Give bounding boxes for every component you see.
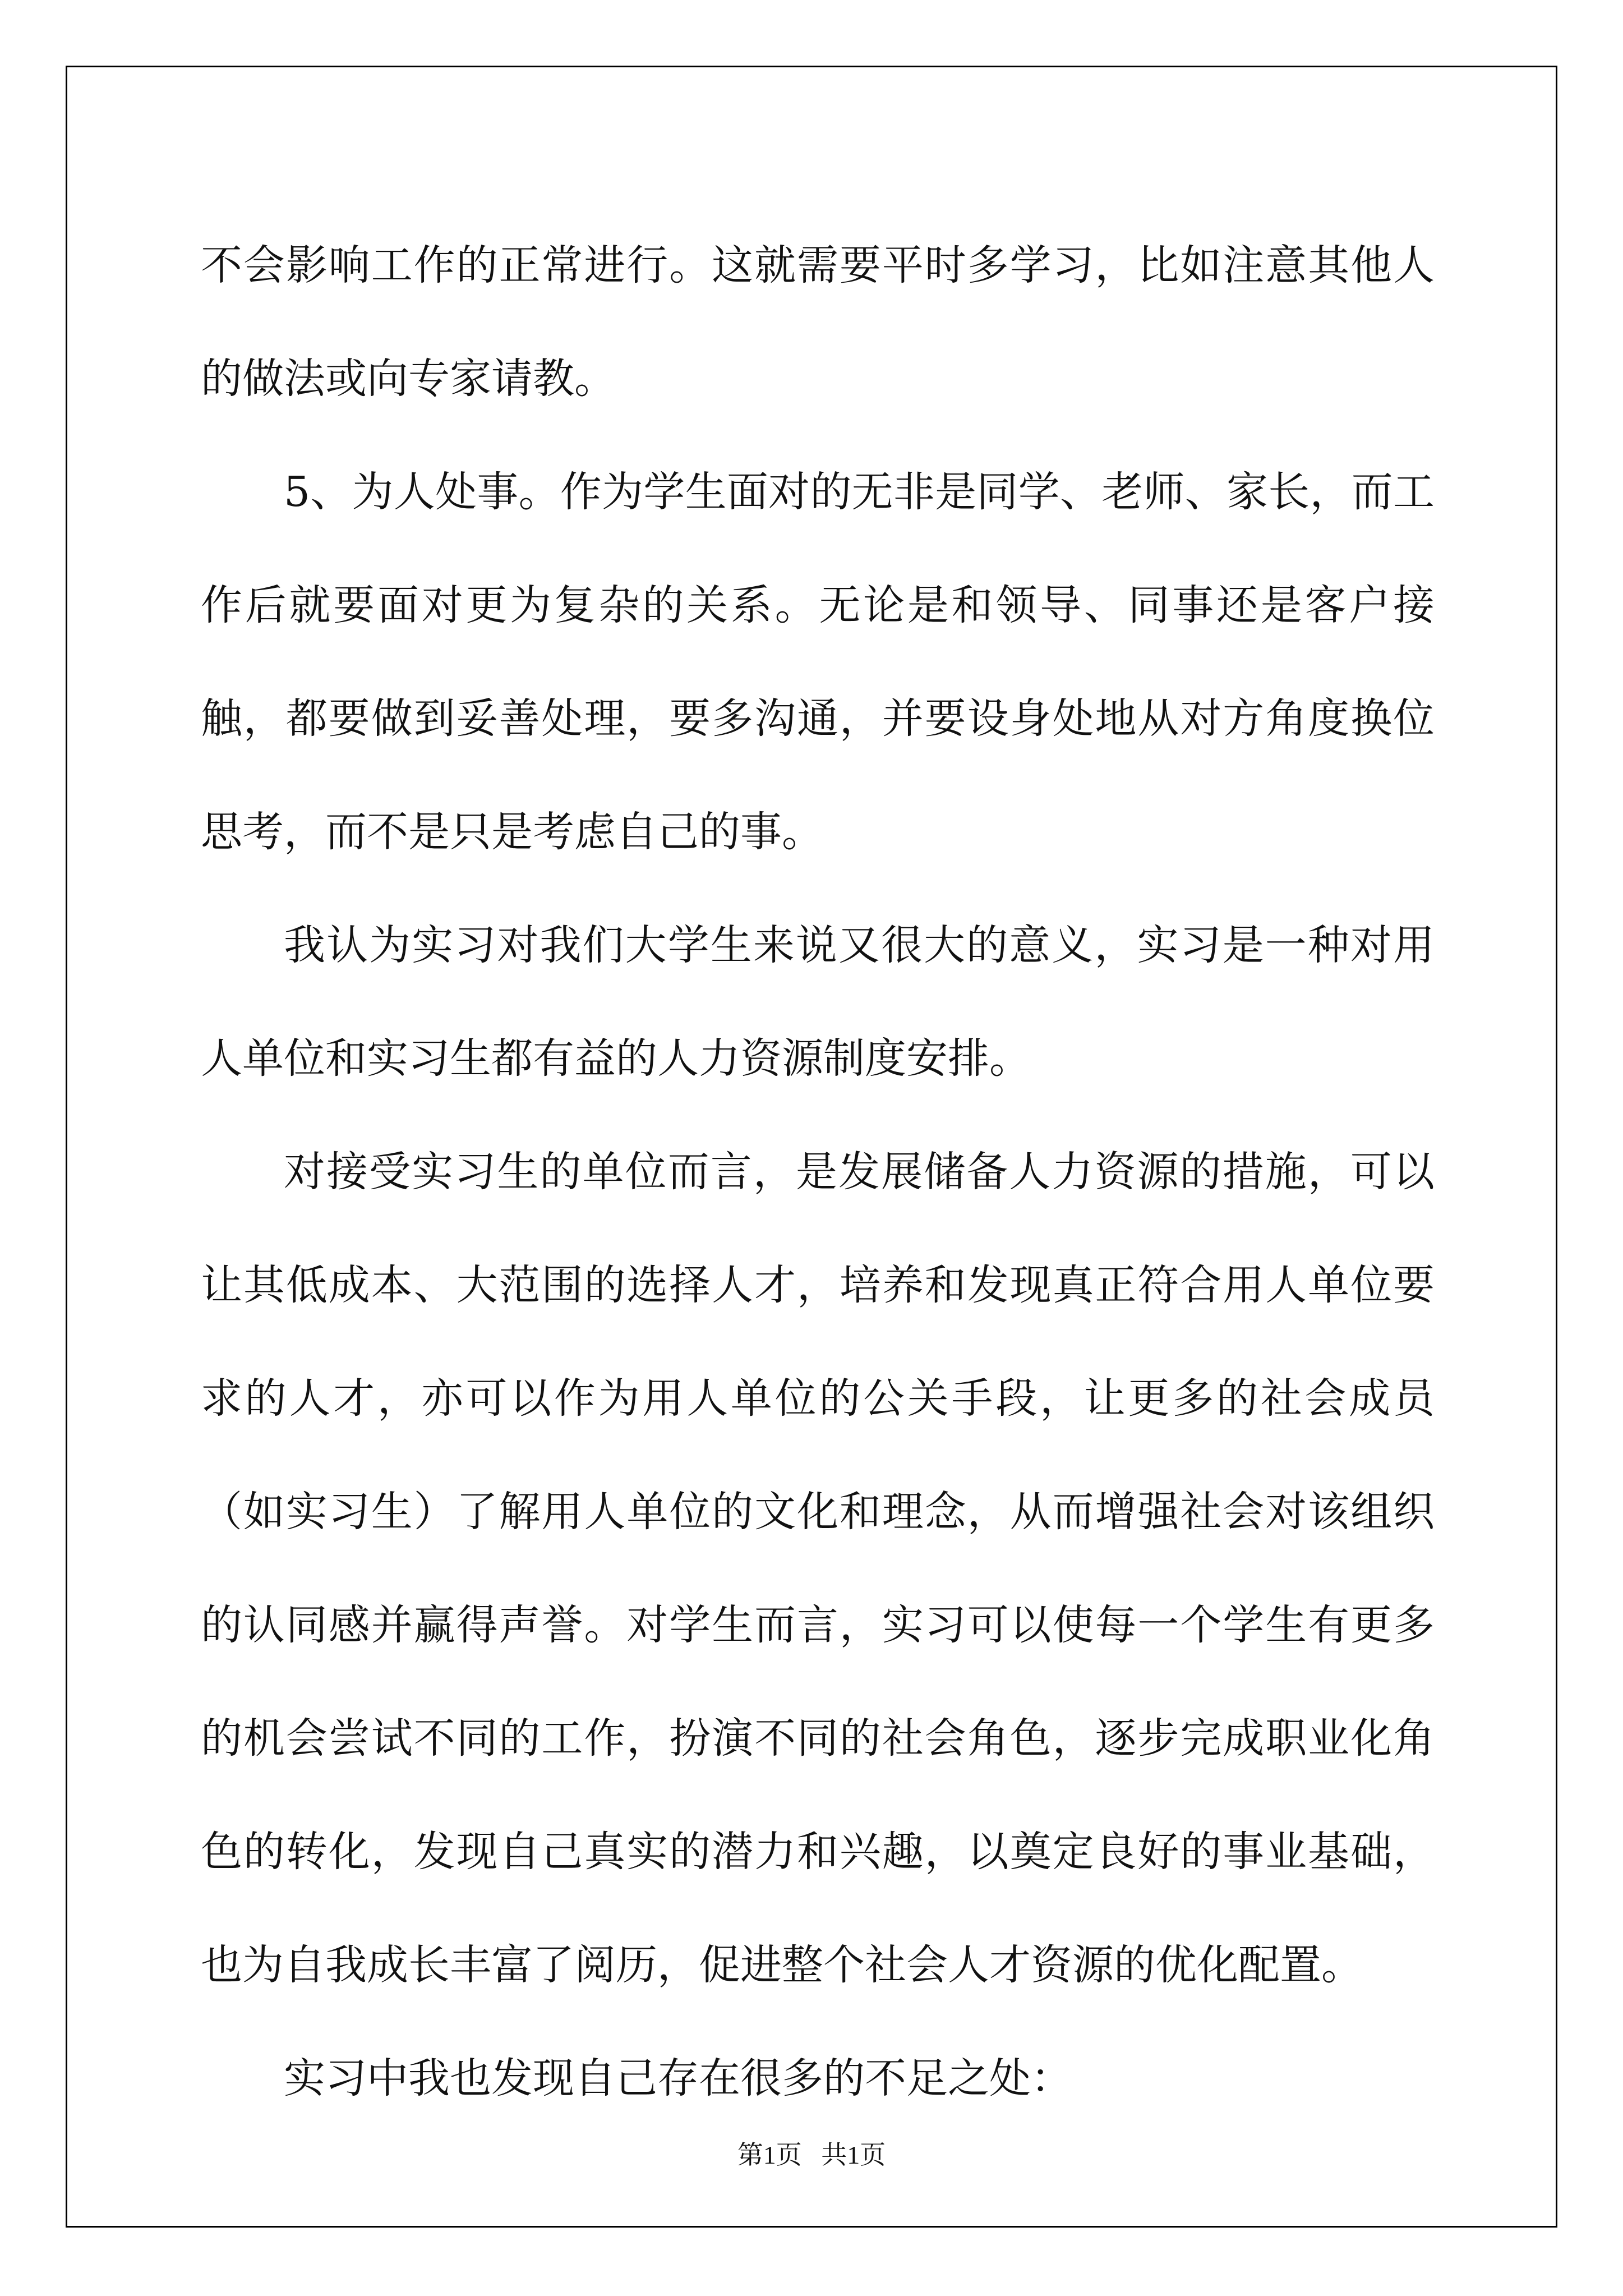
page-footer — [0, 2134, 1623, 2171]
paragraph-shortcomings: 实习中我也发现自己存在很多的不足之处： — [284, 2054, 1072, 2102]
paragraph-interpersonal: 5、为人处事。作为学生面对的无非是同学、老师、家长，而工作后就要面对更为复杂的关系。无论是和领导、同事还是客户接触，都要做到妥善处理，要多沟通，并要设身处地从对方角度换位思考，而不是只是考虑自己的事。 — [201, 468, 1435, 856]
page-total: 共1页 — [821, 2141, 886, 2169]
paragraph-internship-meaning: 我认为实习对我们大学生来说又很大的意义，实习是一种对用人单位和实习生都有益的人力资源制度安排。 — [201, 921, 1435, 1083]
paragraph-employer-student-benefits: 对接受实习生的单位而言，是发展储备人力资源的措施，可以让其低成本、大范围的选择人才，培养和发现真正符合用人单位要求的人才，亦可以作为用人单位的公关手段，让更多的社会成员（如实习生）了解用人单位的文化和理念，从而增强社会对该组织的认同感并赢得声誉。对学生而言，实习可以使每一个学生有更多的机会尝试不同的工作，扮演不同的社会角色，逐步完成职业化角色的转化，发现自己真实的潜力和兴趣，以奠定良好的事业基础，也为自我成长丰富了阅历，促进整个社会人才资源的优化配置。 — [201, 1148, 1435, 1989]
paragraph-continuation: 不会影响工作的正常进行。这就需要平时多学习，比如注意其他人的做法或向专家请教。 — [201, 241, 1435, 403]
page-number: 第1页 — [737, 2141, 802, 2169]
document-body — [201, 209, 1435, 2135]
